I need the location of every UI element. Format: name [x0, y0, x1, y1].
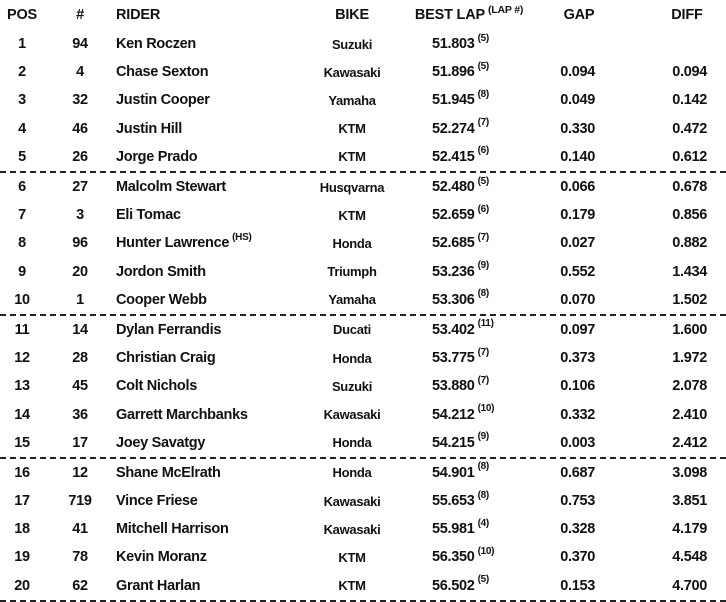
best-lap-number: (11) [477, 318, 494, 330]
position-cell: 10 [14, 291, 30, 308]
rider-number-cell: 94 [72, 36, 88, 53]
bike-cell: Yamaha [328, 92, 376, 108]
table-row [0, 86, 726, 114]
header-number: # [76, 7, 84, 23]
best-lap-time: 53.402 [432, 321, 475, 338]
table-row [0, 201, 726, 229]
diff-cell: 2.412 [672, 434, 707, 451]
best-lap-number: (5) [477, 60, 489, 72]
rider-class-note: (HS) [232, 231, 252, 243]
bike-cell: Ducati [333, 322, 371, 338]
diff-cell: 1.434 [672, 263, 707, 280]
rider-name: Joey Savatgy [116, 434, 206, 451]
diff-cell: 0.472 [672, 120, 707, 137]
gap-cell: 0.027 [560, 235, 595, 252]
rider-name: Vince Friese [116, 493, 198, 510]
rider-name: Dylan Ferrandis [116, 321, 222, 338]
rider-number-cell: 36 [72, 406, 88, 423]
rider-cell [116, 30, 316, 58]
position-cell: 18 [14, 521, 30, 538]
diff-cell: 1.600 [672, 321, 707, 338]
diff-cell: 0.856 [672, 207, 707, 224]
bike-cell: Husqvarna [319, 179, 385, 195]
best-lap-number: (7) [477, 117, 489, 129]
best-lap-number: (6) [477, 145, 489, 157]
position-cell: 9 [18, 263, 26, 280]
best-lap-time: 51.896 [432, 64, 475, 81]
group-divider [0, 600, 726, 602]
header-rider: RIDER [116, 7, 161, 23]
gap-cell: 0.179 [560, 207, 595, 224]
table-row [0, 143, 726, 171]
table-row [0, 30, 726, 58]
best-lap-time: 56.502 [432, 577, 475, 594]
diff-cell: 0.142 [672, 92, 707, 109]
rider-cell [116, 429, 316, 457]
position-cell: 19 [14, 549, 30, 566]
rider-cell [116, 344, 316, 372]
table-row [0, 400, 726, 428]
header-bike: BIKE [335, 7, 369, 23]
rider-name: Garrett Marchbanks [116, 406, 248, 423]
rider-cell [116, 258, 316, 286]
rider-name: Cooper Webb [116, 291, 207, 308]
best-lap-number: (5) [477, 574, 489, 586]
table-row [0, 286, 726, 314]
diff-cell [640, 30, 707, 58]
bike-cell: Suzuki [331, 36, 373, 52]
best-lap-time: 52.480 [432, 179, 475, 196]
gap-cell: 0.373 [560, 350, 595, 367]
rider-number-cell: 46 [72, 120, 88, 137]
best-lap-number: (10) [477, 403, 495, 415]
rider-number-cell: 41 [72, 521, 88, 538]
best-lap-time: 53.236 [432, 263, 475, 280]
table-row [0, 173, 726, 201]
bike-cell: Kawasaki [323, 521, 381, 537]
best-lap-number: (8) [477, 88, 489, 100]
best-lap-time: 53.880 [432, 378, 475, 395]
rider-number-cell: 4 [76, 64, 84, 81]
rider-number-cell: 32 [72, 92, 88, 109]
rider-cell [116, 115, 316, 143]
gap-cell: 0.070 [560, 291, 595, 308]
gap-cell: 0.003 [560, 434, 595, 451]
best-lap-number: (8) [477, 461, 489, 473]
rider-name: Malcolm Stewart [116, 179, 226, 196]
bike-cell: KTM [338, 149, 366, 165]
position-cell: 2 [18, 64, 26, 81]
best-lap-number: (8) [477, 489, 489, 501]
best-lap-number: (4) [477, 517, 489, 529]
rider-cell [116, 173, 316, 201]
rider-number-cell: 12 [72, 464, 88, 481]
best-lap-number: (6) [477, 203, 489, 215]
gap-cell: 0.552 [560, 263, 595, 280]
diff-cell: 3.098 [672, 464, 707, 481]
gap-cell: 0.106 [560, 378, 595, 395]
rider-cell [116, 400, 316, 428]
rider-cell [116, 372, 316, 400]
rider-name: Chase Sexton [116, 64, 209, 81]
rider-name: Justin Cooper [116, 92, 210, 109]
rider-name: Colt Nichols [116, 378, 197, 395]
best-lap-time: 56.350 [432, 549, 475, 566]
rider-name: Grant Harlan [116, 577, 201, 594]
rider-number-cell: 719 [68, 493, 92, 510]
diff-cell: 0.612 [672, 148, 707, 165]
rider-name: Hunter Lawrence [116, 235, 230, 252]
rider-number-cell: 3 [76, 207, 84, 224]
bike-cell: Honda [332, 235, 372, 251]
rider-cell [116, 316, 316, 344]
best-lap-number: (7) [477, 231, 489, 243]
best-lap-number: (10) [477, 545, 495, 557]
rider-number-cell: 78 [72, 549, 88, 566]
bike-cell: Suzuki [331, 378, 373, 394]
rider-name: Christian Craig [116, 350, 216, 367]
rider-number-cell: 20 [72, 263, 88, 280]
diff-cell: 1.972 [672, 350, 707, 367]
position-cell: 14 [14, 406, 30, 423]
gap-cell: 0.687 [560, 464, 595, 481]
table-row [0, 429, 726, 457]
diff-cell: 4.179 [672, 521, 707, 538]
rider-cell [116, 58, 316, 86]
best-lap-time: 52.685 [432, 235, 475, 252]
table-body [0, 30, 726, 602]
gap-cell: 0.753 [560, 493, 595, 510]
gap-cell: 0.097 [560, 321, 595, 338]
header-lap-number-label: (LAP #) [487, 4, 524, 16]
position-cell: 3 [18, 92, 26, 109]
rider-number-cell: 28 [72, 350, 88, 367]
position-cell: 6 [18, 179, 26, 196]
bike-cell: Honda [332, 465, 372, 481]
gap-cell: 0.049 [560, 92, 595, 109]
position-cell: 7 [18, 207, 26, 224]
table-row [0, 543, 726, 571]
header-best-lap-label: BEST LAP [414, 7, 485, 23]
best-lap-time: 55.653 [432, 493, 475, 510]
gap-cell: 0.332 [560, 406, 595, 423]
table-header [0, 0, 726, 30]
position-cell: 8 [18, 235, 26, 252]
rider-cell [116, 86, 316, 114]
bike-cell: KTM [338, 549, 366, 565]
gap-cell: 0.330 [560, 120, 595, 137]
header-diff: DIFF [671, 7, 703, 23]
table-row [0, 258, 726, 286]
best-lap-time: 54.212 [432, 406, 475, 423]
rider-number-cell: 26 [72, 148, 88, 165]
diff-cell: 3.851 [672, 493, 707, 510]
bike-cell: KTM [338, 578, 366, 594]
rider-cell [116, 543, 316, 571]
gap-cell: 0.153 [560, 577, 595, 594]
best-lap-time: 54.215 [432, 434, 475, 451]
position-cell: 16 [14, 464, 30, 481]
diff-cell: 0.094 [672, 64, 707, 81]
position-cell: 1 [18, 36, 26, 53]
bike-cell: Kawasaki [323, 493, 381, 509]
best-lap-number: (5) [477, 32, 489, 44]
rider-number-cell: 62 [72, 577, 88, 594]
bike-cell: KTM [338, 207, 366, 223]
best-lap-number: (5) [477, 175, 489, 187]
rider-cell [116, 487, 316, 515]
best-lap-number: (7) [477, 374, 489, 386]
rider-number-cell: 96 [72, 235, 88, 252]
rider-cell [116, 229, 316, 257]
best-lap-time: 53.775 [432, 350, 475, 367]
bike-cell: Yamaha [328, 292, 376, 308]
position-cell: 17 [14, 493, 30, 510]
rider-number-cell: 1 [76, 291, 84, 308]
diff-cell: 0.882 [672, 235, 707, 252]
rider-cell [116, 201, 316, 229]
rider-cell [116, 143, 316, 171]
rider-cell [116, 515, 316, 543]
bike-cell: Triumph [327, 264, 377, 280]
bike-cell: Honda [332, 435, 372, 451]
gap-cell: 0.094 [560, 64, 595, 81]
rider-number-cell: 27 [72, 179, 88, 196]
table-row [0, 372, 726, 400]
best-lap-number: (9) [477, 260, 489, 272]
best-lap-time: 51.803 [432, 36, 475, 53]
diff-cell: 4.548 [672, 549, 707, 566]
best-lap-time: 52.659 [432, 207, 475, 224]
best-lap-time: 52.274 [432, 120, 475, 137]
table-row [0, 316, 726, 344]
bike-cell: KTM [338, 121, 366, 137]
rider-name: Justin Hill [116, 120, 182, 137]
best-lap-time: 52.415 [432, 148, 475, 165]
best-lap-number: (9) [477, 431, 489, 443]
gap-cell [530, 30, 595, 58]
rider-number-cell: 17 [72, 434, 88, 451]
position-cell: 5 [18, 148, 26, 165]
diff-cell: 2.410 [672, 406, 707, 423]
position-cell: 12 [14, 350, 30, 367]
rider-name: Eli Tomac [116, 207, 181, 224]
best-lap-time: 53.306 [432, 291, 475, 308]
diff-cell: 2.078 [672, 378, 707, 395]
rider-cell [116, 286, 316, 314]
diff-cell: 0.678 [672, 179, 707, 196]
rider-name: Mitchell Harrison [116, 521, 229, 538]
diff-cell: 4.700 [672, 577, 707, 594]
table-row [0, 459, 726, 487]
rider-name: Jorge Prado [116, 148, 198, 165]
best-lap-time: 54.901 [432, 464, 475, 481]
gap-cell: 0.066 [560, 179, 595, 196]
rider-name: Shane McElrath [116, 464, 221, 481]
position-cell: 15 [14, 434, 30, 451]
rider-number-cell: 14 [72, 321, 88, 338]
position-cell: 11 [14, 321, 30, 338]
header-best-lap [404, 0, 534, 30]
rider-cell [116, 459, 316, 487]
header-gap: GAP [563, 7, 595, 23]
bike-cell: Kawasaki [323, 407, 381, 423]
gap-cell: 0.140 [560, 148, 595, 165]
rider-name: Ken Roczen [116, 36, 196, 53]
best-lap-time: 51.945 [432, 92, 475, 109]
table-row [0, 115, 726, 143]
rider-name: Kevin Moranz [116, 549, 207, 566]
diff-cell: 1.502 [672, 291, 707, 308]
header-pos: POS [6, 7, 38, 23]
table-row [0, 229, 726, 257]
bike-cell: Kawasaki [323, 64, 381, 80]
gap-cell: 0.370 [560, 549, 595, 566]
rider-name: Jordon Smith [116, 263, 206, 280]
rider-number-cell: 45 [72, 378, 88, 395]
bike-cell: Honda [332, 350, 372, 366]
position-cell: 4 [18, 120, 26, 137]
table-row [0, 58, 726, 86]
best-lap-number: (7) [477, 346, 489, 358]
table-row [0, 344, 726, 372]
gap-cell: 0.328 [560, 521, 595, 538]
position-cell: 13 [14, 378, 30, 395]
table-row [0, 515, 726, 543]
best-lap-time: 55.981 [432, 521, 475, 538]
best-lap-number: (8) [477, 288, 489, 300]
position-cell: 20 [14, 577, 30, 594]
table-row [0, 487, 726, 515]
